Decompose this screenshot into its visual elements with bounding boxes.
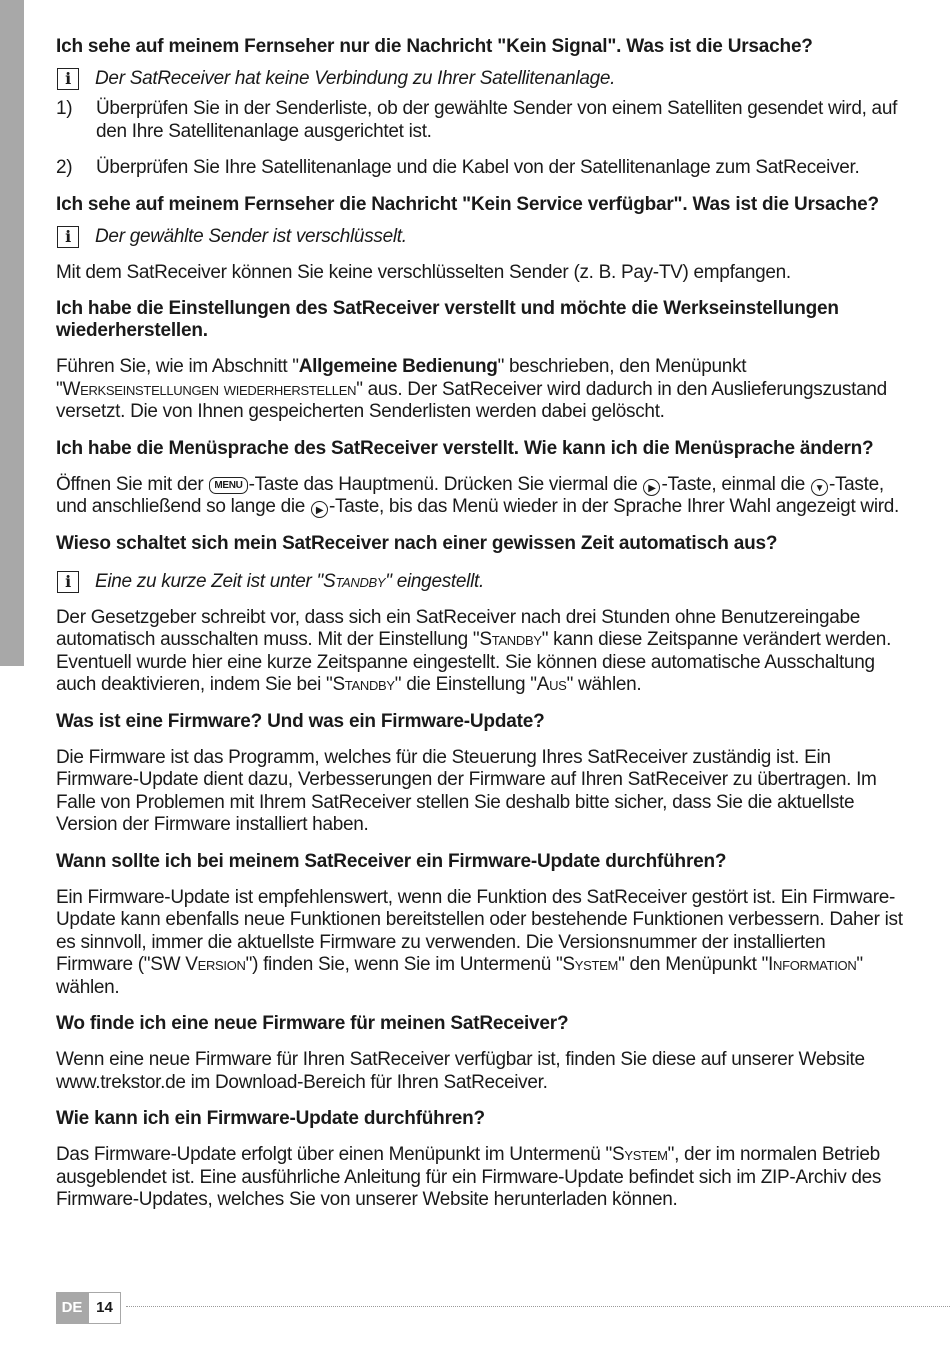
answer-encrypted: Mit dem SatReceiver können Sie keine verschlüsselten Sender (z. B. Pay-TV) empfangen.	[56, 261, 791, 283]
answer-auto-off	[56, 607, 906, 697]
answer-text: " aus. Der SatReceiver wird dadurch in den Auslieferungszustand versetzt. Die von Ihnen gespeicherten Senderlisten werden dabei gelöscht.	[56, 378, 887, 422]
answer-firmware: Die Firmware ist das Programm, welches für die Steuerung Ihres SatReceiver zuständig ist. Ein Firmware-Update dient dazu, Verbesserungen der Firmware auf Ihren SatReceiver zu übertragen. Im Falle von Problemen mit Ihrem SatReceiver stellen Sie deshalb bitte sicher, dass Sie die aktuellste Version der Firmware installiert haben.	[56, 746, 877, 835]
answer-text: Ein Firmware-Update ist empfehlenswert, wenn die Funktion des SatReceiver gestört ist. Ein Firmware-Update kann ebenfalls neue Funktionen bereitstellen oder bestehende Funktionen verbessern. Daher ist es sinnvoll, immer die aktuellste Firmware zu verwenden. Die Versionsnummer der installierten Firmware ("	[56, 886, 903, 975]
answer-text: Öffnen Sie mit der	[56, 473, 209, 495]
note-encrypted	[56, 226, 906, 248]
menu-item-reference: Werkseinstellungen wiederherstellen	[62, 378, 357, 400]
answer-text: Der Gesetzgeber schreibt vor, dass sich ein SatReceiver nach drei Stunden ohne Benutzereingabe automatisch ausschalten muss. Mit der Einstellung "	[56, 606, 861, 650]
answer-text: ") finden Sie, wenn Sie im Untermenü "	[245, 954, 563, 975]
menu-item-reference: System	[612, 1144, 668, 1165]
language-badge: DE	[56, 1292, 88, 1324]
menu-key-icon: MENU	[209, 477, 247, 494]
question-firmware: Was ist eine Firmware? Und was ein Firmware-Update?	[56, 710, 545, 732]
answer-factory-reset	[56, 356, 906, 424]
info-icon: i	[57, 68, 79, 90]
answer-text: " die Einstellung "	[394, 674, 537, 695]
step-item	[56, 157, 906, 180]
setting-value-reference: Aus	[536, 674, 567, 695]
document-body	[56, 36, 906, 1221]
question-factory-reset: Ich habe die Einstellungen des SatReceiver verstellt und möchte die Werkseinstellungen wiederherstellen.	[56, 298, 839, 341]
setting-reference: Standby	[479, 629, 542, 650]
answer-text: " kann diese Zeitspanne verändert werden. Eventuell wurde hier eine kurze Zeitspanne eingestellt. Sie können diese automatische Ausschaltung auch deaktivieren, indem Sie bei "	[56, 629, 892, 695]
right-arrow-key-icon: ▶	[311, 501, 328, 518]
answer-text: " den Menüpunkt "	[618, 954, 769, 975]
question-auto-off: Wieso schaltet sich mein SatReceiver nach einer gewissen Zeit automatisch aus?	[56, 532, 778, 554]
answer-how-update	[56, 1144, 906, 1212]
page-footer	[56, 1292, 950, 1324]
note-text: Der SatReceiver hat keine Verbindung zu Ihrer Satellitenanlage.	[95, 68, 616, 89]
question-how-update: Wie kann ich ein Firmware-Update durchführen?	[56, 1108, 485, 1129]
menu-item-reference: System	[562, 954, 619, 975]
note-text: Der gewählte Sender ist verschlüsselt.	[95, 225, 407, 247]
step-text: Überprüfen Sie Ihre Satellitenanlage und die Kabel von der Satellitenanlage zum SatReceiver.	[96, 157, 860, 178]
setting-reference: Standby	[322, 570, 386, 592]
answer-when-update	[56, 887, 906, 1000]
answer-text: -Taste, bis das Menü wieder in der Sprache Ihrer Wahl angezeigt wird.	[329, 496, 900, 517]
note-standby	[56, 571, 906, 593]
answer-menu-language	[56, 474, 906, 519]
question-menu-language: Ich habe die Menüsprache des SatReceiver verstellt. Wie kann ich die Menüsprache ändern?	[56, 437, 874, 459]
note-text	[95, 571, 484, 593]
answer-text: " wählen.	[566, 674, 642, 695]
step-item	[56, 98, 906, 143]
info-icon: i	[57, 571, 79, 593]
note-text-part: Eine zu kurze Zeit ist unter "	[95, 570, 323, 592]
menu-item-reference: SW Version	[150, 954, 246, 975]
answer-text: ", der im normalen Betrieb ausgeblendet ist. Eine ausführliche Anleitung für ein Firmware-Update befindet sich im ZIP-Archiv des Firmware-Updates, welches Sie von unserer Website herunterladen können.	[56, 1144, 882, 1210]
section-reference: Allgemeine Bedienung	[298, 356, 498, 377]
question-where-firmware: Wo finde ich eine neue Firmware für meinen SatReceiver?	[56, 1013, 569, 1034]
step-number: 2)	[56, 157, 73, 178]
answer-text: " wählen.	[56, 954, 863, 998]
question-no-signal: Ich sehe auf meinem Fernseher nur die Nachricht "Kein Signal". Was ist die Ursache?	[56, 36, 813, 57]
answer-where-firmware: Wenn eine neue Firmware für Ihren SatReceiver verfügbar ist, finden Sie diese auf unserer Website www.trekstor.de im Download-Bereich für Ihren SatReceiver.	[56, 1049, 865, 1093]
info-icon: i	[57, 226, 79, 248]
step-number: 1)	[56, 98, 73, 119]
question-when-update: Wann sollte ich bei meinem SatReceiver ein Firmware-Update durchführen?	[56, 850, 727, 872]
answer-text: -Taste, und anschließend so lange die	[56, 473, 884, 517]
down-arrow-key-icon: ▼	[811, 479, 828, 496]
answer-text: " beschrieben, den Menüpunkt "	[56, 356, 747, 400]
note-no-signal	[56, 68, 906, 90]
setting-reference: Standby	[332, 674, 395, 695]
answer-text: -Taste, einmal die	[661, 473, 810, 495]
footer-dotted-rule	[126, 1306, 950, 1307]
question-no-service: Ich sehe auf meinem Fernseher die Nachricht "Kein Service verfügbar". Was ist die Ursache?	[56, 193, 879, 215]
note-text-part: " eingestellt.	[385, 570, 484, 592]
right-arrow-key-icon: ▶	[643, 479, 660, 496]
step-text: Überprüfen Sie in der Senderliste, ob der gewählte Sender von einem Satelliten gesendet wird, auf den Ihre Satellitenanlage ausgerichtet ist.	[96, 98, 898, 142]
answer-text: Das Firmware-Update erfolgt über einen Menüpunkt im Untermenü "	[56, 1144, 612, 1165]
menu-item-reference: Information	[768, 954, 857, 975]
answer-text: Führen Sie, wie im Abschnitt "	[56, 356, 299, 377]
answer-text: -Taste das Hauptmenü. Drücken Sie viermal die	[248, 473, 643, 495]
side-tab-marker	[0, 0, 24, 666]
page-number: 14	[88, 1292, 121, 1324]
